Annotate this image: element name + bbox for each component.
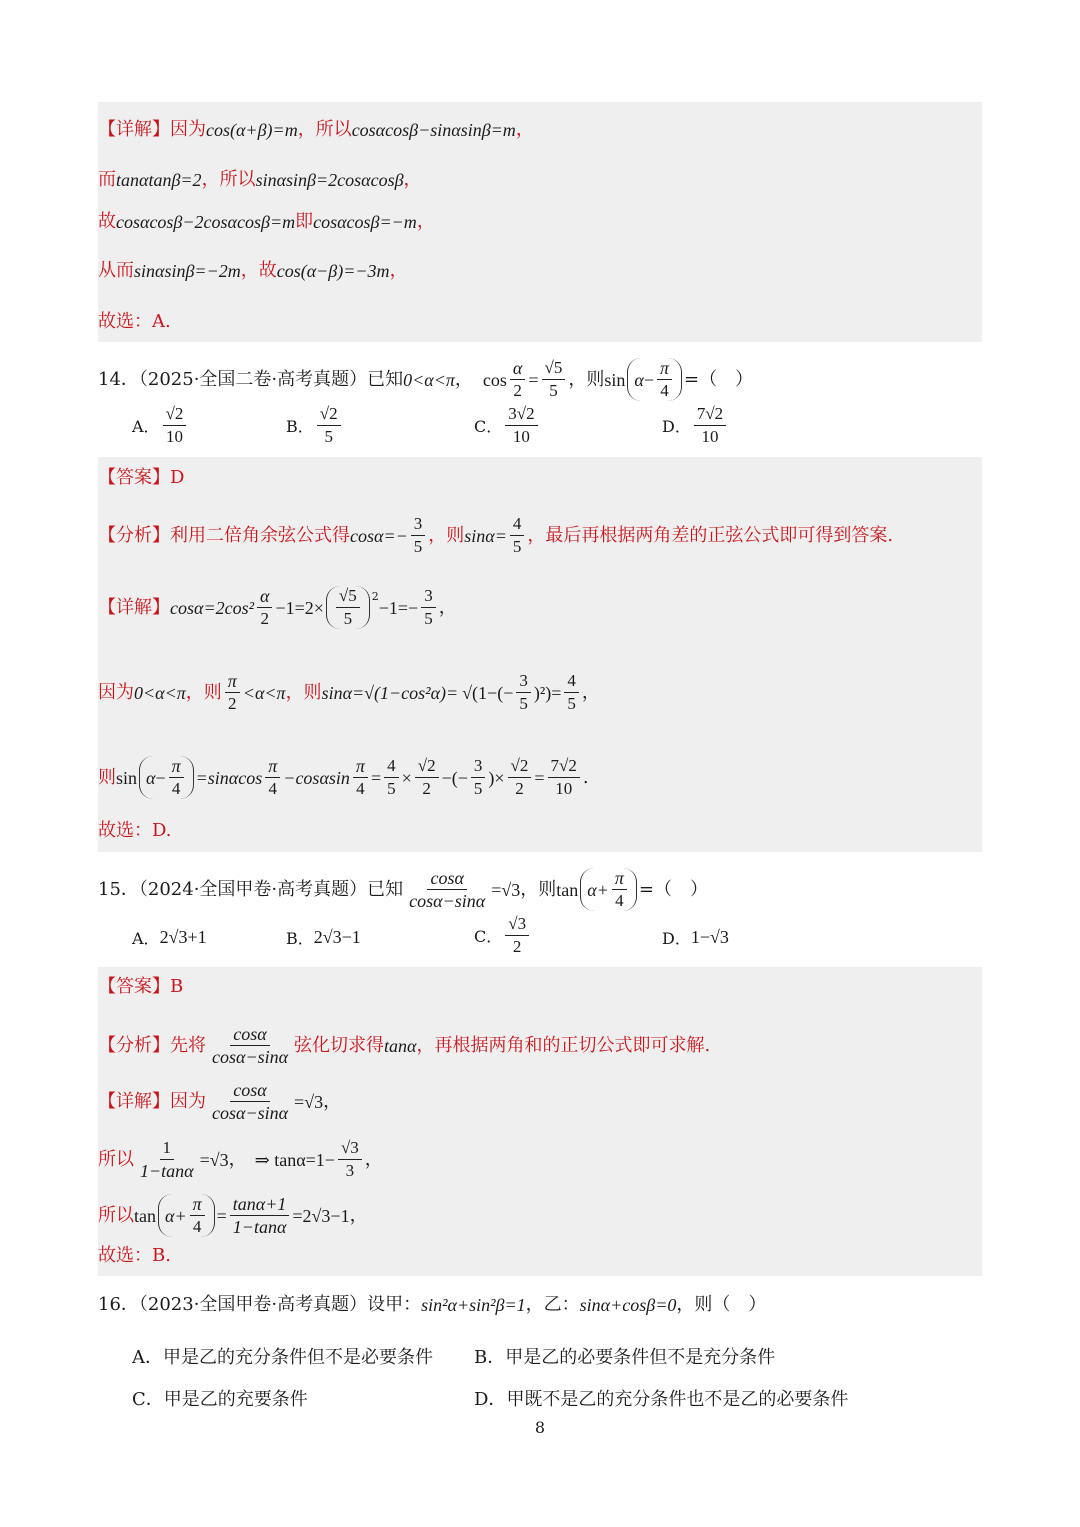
q16-option-b: B． 甲是乙的必要条件但不是充分条件	[474, 1347, 776, 1368]
q15-option-b: B． 2√3−1	[286, 927, 361, 948]
q15-detail-line-2: 所以 $\frac{1}{1-\tan\alpha}$ =√3 ， ⇒ tanα=1− $\frac{√3}{3}$ ，	[98, 1138, 383, 1181]
q14-option-b: B． $\frac{√2}{5}$	[286, 404, 344, 447]
detail-label: 【详解】	[98, 119, 170, 140]
q14-choice: 故选：D.	[98, 820, 172, 841]
q15-detail-line-1: 【详解】 因为 $\frac{\cos\alpha}{\cos\alpha-\sin\alpha}$ =√3 ，	[98, 1080, 342, 1123]
q14-stem: 14．（2025·全国二卷·高考真题）已知 0<α<π ， cos $\frac{\alpha}{2}$ = $\frac{√5}{5}$ ，则 sin α − $\frac{\pi}{4}$ =（ ）	[98, 358, 754, 400]
q16-option-a: A． 甲是乙的充分条件但不是必要条件	[132, 1347, 433, 1368]
q15-choice: 故选：B.	[98, 1245, 171, 1266]
q15-analysis: 【分析】 先将 $\frac{\cos\alpha}{\cos\alpha-\sin\alpha}$ 弦化切求得 tanα ，再根据两角和的正切公式即可求解.	[98, 1024, 711, 1067]
q14-detail-line-1: 【详解】 cosα=2cos² $\frac{\alpha}{2}$ −1=2× $\frac{√5}{5}$ $^2$ −1=− $\frac{3}{5}$ ，	[98, 586, 457, 628]
q14-detail-line-3: 则 sin α − $\frac{\pi}{4}$ =sinαcos $\frac{\pi}{4}$ −cosαsin $\frac{\pi}{4}$ = $\frac{4}{5}$ × $\frac{√2}{2}$ −(− $\frac{3}{5}$ )× $\frac{√2}{2}$ = $\frac{7√2}{10}$ .	[98, 756, 589, 798]
q14-option-d: D． $\frac{7√2}{10}$	[662, 404, 729, 447]
q16-option-d: D． 甲既不是乙的充分条件也不是乙的必要条件	[474, 1389, 849, 1410]
q14-analysis: 【分析】 利用二倍角余弦公式得 cosα=− $\frac{3}{5}$ ，则 sinα= $\frac{4}{5}$ ，最后再根据两角差的正弦公式即可得到答案.	[98, 514, 894, 556]
q14-answer: 【答案】D	[98, 467, 185, 488]
q13-detail-line-4: 从而 sinαsinβ=−2m ，故 cos(α−β)=−3m ，	[98, 260, 408, 281]
q13-detail-line-2: 而 tanαtanβ=2 ，所以 sinαsinβ=2cosαcosβ ，	[98, 169, 422, 190]
q16-option-c: C． 甲是乙的充要条件	[132, 1389, 308, 1410]
q14-detail-line-2: 因为 0<α<π ，则 $\frac{\pi}{2}$ <α<π ，则 sinα=√(1−cos²α)= √(1−(− $\frac{3}{5}$ )²)= $\frac{4}{5}$ ，	[98, 671, 600, 713]
q15-answer: 【答案】B	[98, 976, 184, 997]
q14-option-c: C． $\frac{3√2}{10}$	[474, 404, 541, 447]
q16-stem: 16．（2023·全国甲卷·高考真题）设甲： sin²α+sin²β=1 ，乙： sinα+cosβ=0 ，则（ ）	[98, 1294, 767, 1315]
q15-option-c: C． $\frac{√3}{2}$	[474, 914, 532, 957]
q15-stem: 15．（2024·全国甲卷·高考真题）已知 $\frac{\cos\alpha}{\cos\alpha-\sin\alpha}$ =√3 ，则 tan α+ $\frac{\pi}{4}$ =（ ）	[98, 868, 708, 911]
q15-option-a: A． 2√3+1	[132, 927, 207, 948]
q13-detail-line-3: 故 cosαcosβ−2cosαcosβ=m 即 cosαcosβ=−m ，	[98, 211, 435, 232]
q15-option-d: D． 1−√3	[662, 927, 729, 948]
q15-detail-line-3: 所以 tan α+ $\frac{\pi}{4}$ = $\frac{\tan\alpha+1}{1-\tan\alpha}$ =2√3−1 ，	[98, 1194, 368, 1237]
q13-detail-line-1: 【详解】 因为 cos(α+β)=m ，所以 cosαcosβ−sinαsinβ=m ，	[98, 119, 534, 140]
q13-choice: 故选：A.	[98, 311, 171, 332]
q14-option-a: A． $\frac{√2}{10}$	[132, 404, 189, 447]
page-number: 8	[534, 1418, 546, 1437]
